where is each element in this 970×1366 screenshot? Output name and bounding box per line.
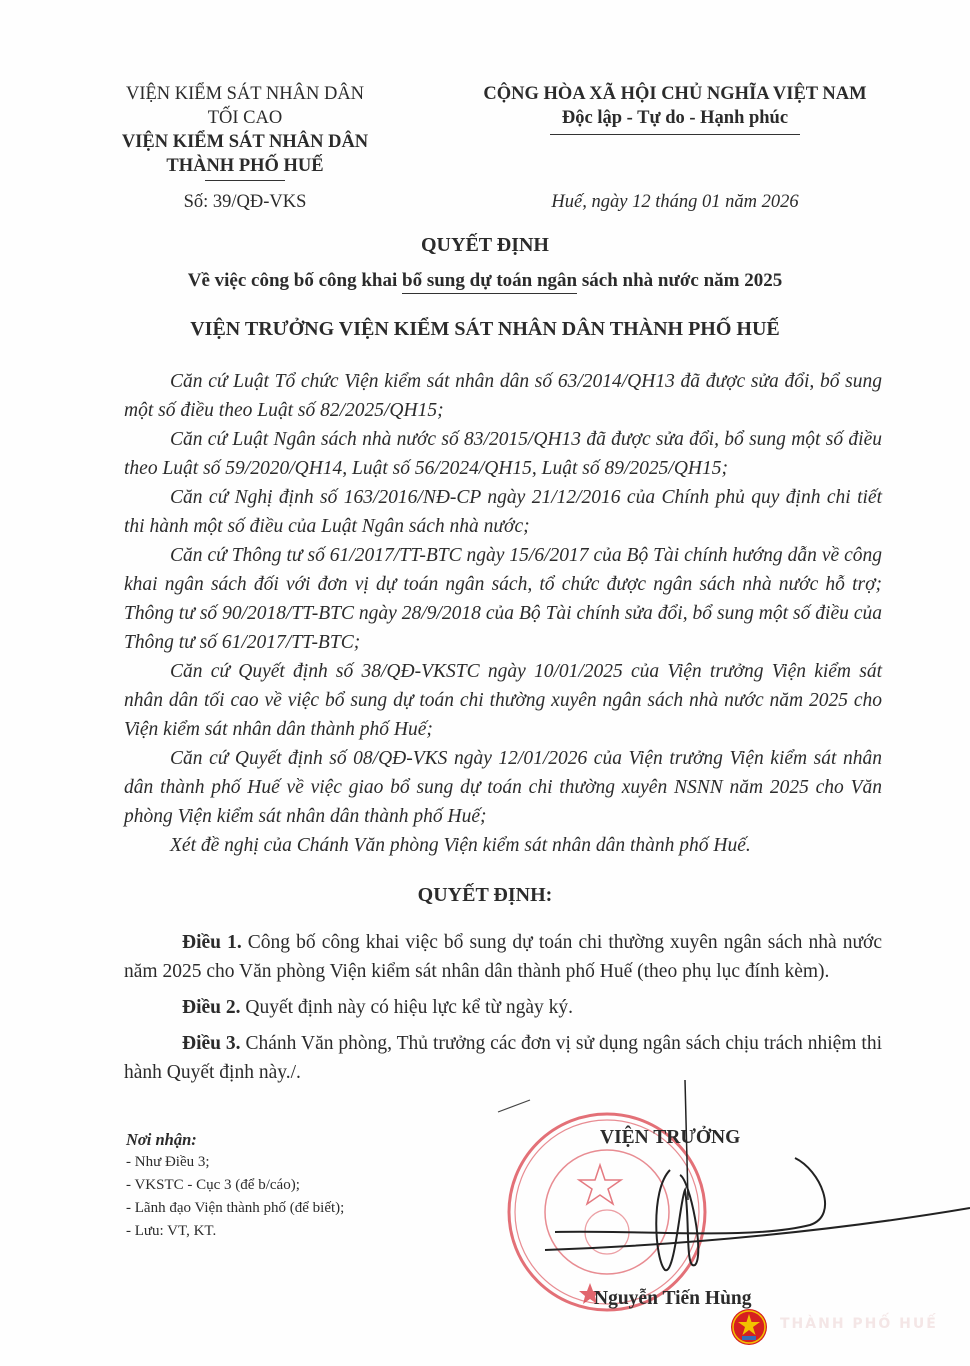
watermark-text: THÀNH PHỐ HUẾ bbox=[780, 1316, 938, 1332]
recipient-item: - Lãnh đạo Viện thành phố (để biết); bbox=[126, 1200, 345, 1216]
recipient-item: - Như Điều 3; bbox=[126, 1154, 210, 1170]
articles bbox=[124, 928, 882, 1094]
motto-underline bbox=[550, 134, 800, 135]
place-date: Huế, ngày 12 tháng 01 năm 2026 bbox=[551, 192, 799, 212]
decision-heading: QUYẾT ĐỊNH: bbox=[417, 884, 553, 906]
signer-name: Nguyễn Tiến Hùng bbox=[594, 1288, 752, 1309]
recipient-item: - Lưu: VT, KT. bbox=[126, 1223, 217, 1239]
issuing-agency bbox=[100, 82, 390, 181]
national-emblem-icon bbox=[730, 1308, 768, 1346]
recipient-item: - VKSTC - Cục 3 (để b/cáo); bbox=[126, 1177, 300, 1193]
legal-basis bbox=[124, 367, 882, 860]
basis-item: Căn cứ Nghị định số 163/2016/NĐ-CP ngày 21/12/2016 của Chính phủ quy định chi tiết thi hành một số điều của Luật Ngân sách nhà nước; bbox=[124, 487, 882, 537]
subject-post: sách nhà nước năm 2025 bbox=[577, 270, 783, 291]
subject-pre: Về việc công bố công khai bbox=[187, 270, 403, 291]
handwritten-signature-icon bbox=[490, 1080, 970, 1320]
recipients-heading: Nơi nhận: bbox=[126, 1130, 197, 1149]
document-subject bbox=[0, 270, 970, 292]
basis-item: Căn cứ Luật Ngân sách nhà nước số 83/2015/QH13 đã được sửa đổi, bổ sung một số điều theo Luật số 59/2020/QH14, Luật số 56/2024/QH15, Luật số 89/2025/QH15; bbox=[124, 429, 882, 479]
basis-item: Căn cứ Thông tư số 61/2017/TT-BTC ngày 15/6/2017 của Bộ Tài chính hướng dẫn về công khai ngân sách đối với đơn vị dự toán ngân sách, tổ chức được ngân sách nhà nước hỗ trợ; Thông tư số 90/2018/TT-BTC ngày 28/9/2018 của Bộ Tài chính sửa đổi, bổ sung một số điều của Thông tư số 61/2017/TT-BTC; bbox=[124, 545, 882, 653]
agency-line2: THÀNH PHỐ HUẾ bbox=[166, 156, 324, 176]
agency-underline bbox=[205, 180, 285, 181]
signer-title: VIỆN TRƯỞNG bbox=[600, 1127, 741, 1148]
basis-item: Căn cứ Quyết định số 38/QĐ-VKSTC ngày 10/01/2025 của Viện trưởng Viện kiểm sát nhân dân tối cao về việc bổ sung dự toán chi thường xuyên ngân sách nhà nước năm 2025 cho Viện kiểm sát nhân dân thành phố Huế; bbox=[124, 661, 882, 740]
article-text: Quyết định này có hiệu lực kể từ ngày ký. bbox=[240, 997, 574, 1018]
subject-underlined: bổ sung dự toán ngân bbox=[402, 270, 577, 294]
article-label: Điều 1. bbox=[182, 932, 242, 953]
basis-item: Căn cứ Quyết định số 08/QĐ-VKS ngày 12/01/2026 của Viện trưởng Viện kiểm sát nhân dân thành phố Huế về việc giao bổ sung dự toán chi thường xuyên NSNN năm 2025 cho Văn phòng Viện kiểm sát nhân dân thành phố Huế; bbox=[124, 748, 882, 827]
article-label: Điều 3. bbox=[182, 1033, 241, 1054]
agency-line1: VIỆN KIỂM SÁT NHÂN DÂN bbox=[121, 132, 369, 152]
country-name: CỘNG HÒA XÃ HỘI CHỦ NGHĨA VIỆT NAM bbox=[483, 84, 867, 104]
basis-item: Căn cứ Luật Tổ chức Viện kiểm sát nhân dân số 63/2014/QH13 đã được sửa đổi, bổ sung một số điều theo Luật số 82/2025/QH15; bbox=[124, 371, 882, 421]
article-label: Điều 2. bbox=[182, 997, 241, 1018]
basis-item: Xét đề nghị của Chánh Văn phòng Viện kiểm sát nhân dân thành phố Huế. bbox=[170, 835, 751, 856]
document-type: QUYẾT ĐỊNH bbox=[421, 234, 549, 256]
issuing-authority: VIỆN TRƯỞNG VIỆN KIỂM SÁT NHÂN DÂN THÀNH PHỐ HUẾ bbox=[190, 318, 780, 340]
parent-agency-line1: VIỆN KIỂM SÁT NHÂN DÂN bbox=[125, 84, 365, 104]
article-text: Chánh Văn phòng, Thủ trưởng các đơn vị sử dụng ngân sách chịu trách nhiệm thi hành Quyết định này./. bbox=[124, 1033, 882, 1083]
document-number: Số: 39/QĐ-VKS bbox=[183, 192, 307, 212]
parent-agency-line2: TỐI CAO bbox=[207, 108, 283, 128]
article-text: Công bố công khai việc bổ sung dự toán chi thường xuyên ngân sách nhà nước năm 2025 cho Văn phòng Viện kiểm sát nhân dân thành phố Huế (theo phụ lục đính kèm). bbox=[124, 932, 883, 982]
recipients bbox=[126, 1128, 446, 1243]
national-motto: Độc lập - Tự do - Hạnh phúc bbox=[561, 108, 789, 128]
article-2 bbox=[124, 993, 882, 1022]
article-3 bbox=[124, 1029, 882, 1087]
national-header bbox=[455, 82, 895, 135]
article-1 bbox=[124, 928, 882, 986]
